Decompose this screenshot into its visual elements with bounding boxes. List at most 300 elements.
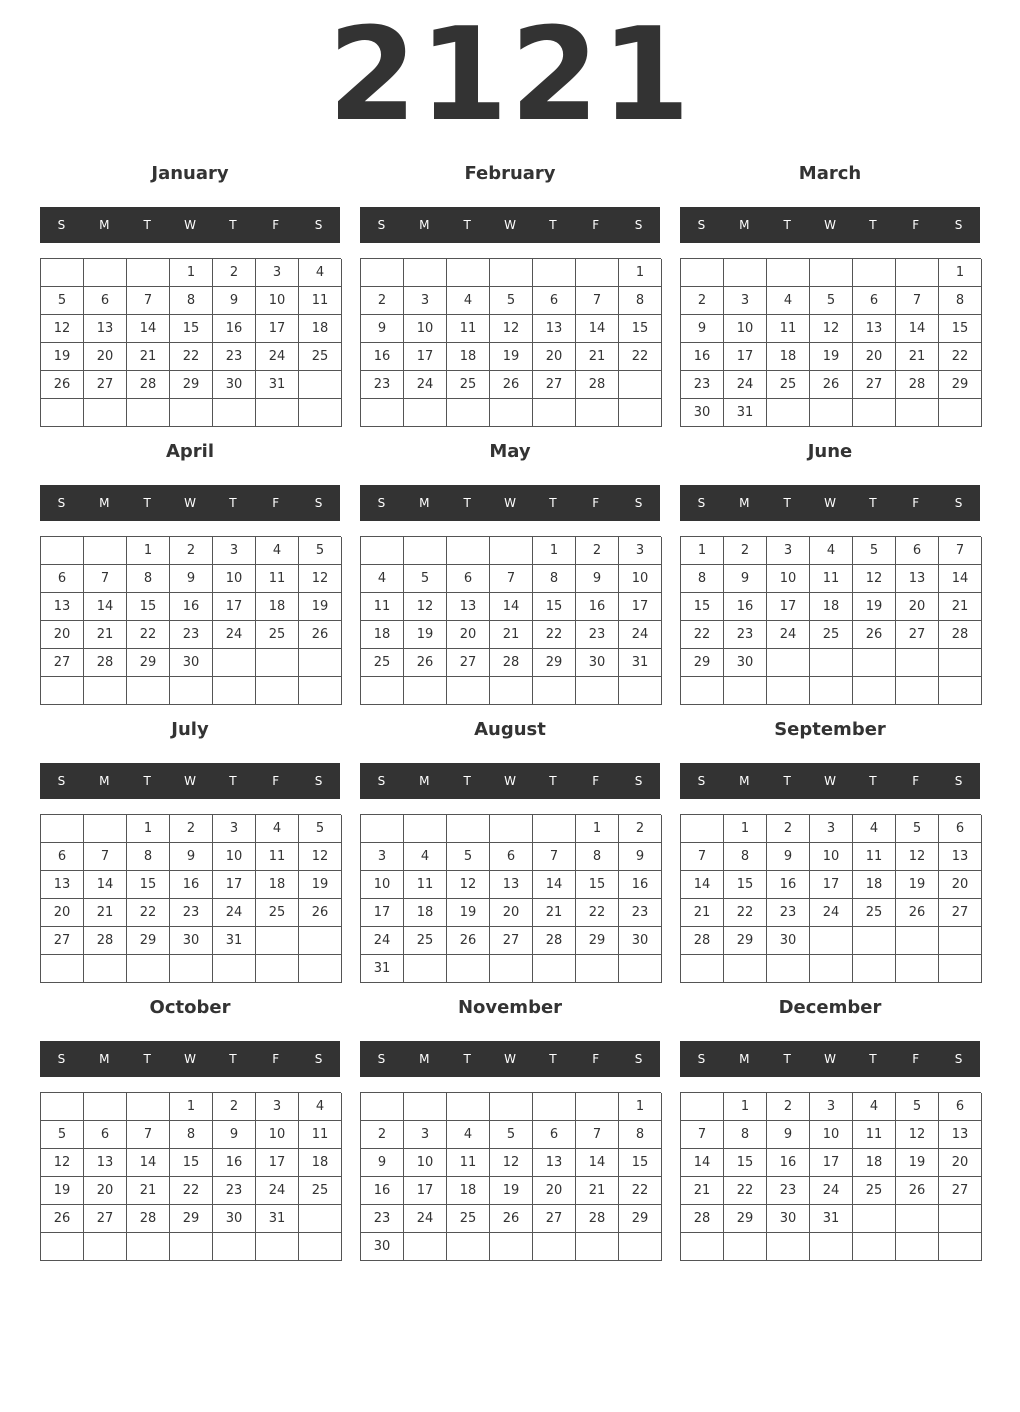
- day-cell: 7: [490, 565, 533, 593]
- day-cell: 9: [767, 1121, 810, 1149]
- day-cell: 13: [490, 871, 533, 899]
- day-cell: 12: [490, 315, 533, 343]
- empty-cell: [84, 677, 127, 705]
- day-cell: 23: [619, 899, 662, 927]
- weekday-label: T: [783, 218, 791, 232]
- weekday-label: T: [143, 774, 151, 788]
- weekday-label: T: [143, 1052, 151, 1066]
- day-cell: 7: [681, 1121, 724, 1149]
- day-cell: 10: [810, 843, 853, 871]
- empty-cell: [490, 677, 533, 705]
- day-cell: 6: [447, 565, 490, 593]
- empty-cell: [256, 955, 299, 983]
- empty-cell: [299, 649, 342, 677]
- day-cell: 31: [810, 1205, 853, 1233]
- day-cell: 13: [533, 315, 576, 343]
- empty-cell: [767, 955, 810, 983]
- weekday-label: T: [143, 496, 151, 510]
- day-cell: 8: [170, 1121, 213, 1149]
- weekday-label: S: [57, 774, 66, 788]
- day-cell: 25: [767, 371, 810, 399]
- day-cell: 13: [447, 593, 490, 621]
- day-cell: 17: [724, 343, 767, 371]
- day-cell: 17: [256, 1149, 299, 1177]
- empty-cell: [767, 399, 810, 427]
- day-cell: 15: [619, 315, 662, 343]
- day-cell: 11: [299, 1121, 342, 1149]
- month-title: March: [798, 163, 862, 184]
- day-cell: 20: [41, 621, 84, 649]
- day-cell: 20: [939, 1149, 982, 1177]
- empty-cell: [127, 955, 170, 983]
- day-cell: 22: [127, 621, 170, 649]
- day-cell: 26: [404, 649, 447, 677]
- empty-cell: [213, 399, 256, 427]
- day-cell: 31: [361, 955, 404, 983]
- month-title: September: [774, 719, 886, 740]
- day-cell: 6: [533, 287, 576, 315]
- day-cell: 24: [404, 371, 447, 399]
- day-cell: 1: [681, 537, 724, 565]
- weekday-label: M: [419, 218, 430, 232]
- day-cell: 16: [576, 593, 619, 621]
- day-cell: 7: [681, 843, 724, 871]
- day-cell: 22: [170, 343, 213, 371]
- day-cell: 24: [724, 371, 767, 399]
- empty-cell: [853, 1205, 896, 1233]
- day-cell: 9: [213, 1121, 256, 1149]
- day-cell: 16: [681, 343, 724, 371]
- month-title: August: [474, 719, 546, 740]
- day-cell: 18: [299, 1149, 342, 1177]
- weekday-label: T: [869, 774, 877, 788]
- empty-cell: [533, 1093, 576, 1121]
- weekday-label: W: [184, 218, 196, 232]
- empty-cell: [127, 1233, 170, 1261]
- day-cell: 18: [853, 871, 896, 899]
- day-cell: 21: [576, 343, 619, 371]
- empty-cell: [939, 677, 982, 705]
- day-cell: 3: [724, 287, 767, 315]
- day-cell: 17: [619, 593, 662, 621]
- day-cell: 7: [576, 287, 619, 315]
- empty-cell: [41, 537, 84, 565]
- empty-cell: [853, 649, 896, 677]
- day-cell: 24: [361, 927, 404, 955]
- weekday-label: S: [377, 496, 386, 510]
- weekday-header: [680, 1041, 980, 1077]
- day-cell: 14: [84, 871, 127, 899]
- day-cell: 29: [939, 371, 982, 399]
- day-cell: 25: [447, 1205, 490, 1233]
- weekday-label: T: [229, 774, 237, 788]
- day-cell: 6: [41, 843, 84, 871]
- weekday-header: [40, 485, 340, 521]
- empty-cell: [404, 955, 447, 983]
- day-cell: 11: [256, 843, 299, 871]
- empty-cell: [170, 955, 213, 983]
- day-cell: 15: [939, 315, 982, 343]
- day-grid: [680, 814, 981, 983]
- empty-cell: [41, 399, 84, 427]
- empty-cell: [84, 815, 127, 843]
- weekday-label: T: [549, 218, 557, 232]
- empty-cell: [490, 259, 533, 287]
- day-cell: 27: [41, 927, 84, 955]
- empty-cell: [84, 1093, 127, 1121]
- empty-cell: [127, 677, 170, 705]
- day-cell: 18: [256, 871, 299, 899]
- day-cell: 20: [84, 343, 127, 371]
- empty-cell: [939, 927, 982, 955]
- day-cell: 31: [724, 399, 767, 427]
- day-cell: 9: [681, 315, 724, 343]
- day-cell: 25: [447, 371, 490, 399]
- day-cell: 24: [404, 1205, 447, 1233]
- day-cell: 29: [127, 927, 170, 955]
- day-cell: 19: [41, 1177, 84, 1205]
- day-cell: 18: [404, 899, 447, 927]
- weekday-header: [40, 1041, 340, 1077]
- weekday-label: F: [272, 218, 280, 232]
- day-cell: 14: [490, 593, 533, 621]
- day-cell: 14: [896, 315, 939, 343]
- day-cell: 25: [853, 1177, 896, 1205]
- empty-cell: [810, 399, 853, 427]
- empty-cell: [533, 399, 576, 427]
- day-cell: 30: [767, 1205, 810, 1233]
- day-cell: 2: [170, 537, 213, 565]
- day-cell: 24: [619, 621, 662, 649]
- day-cell: 27: [84, 371, 127, 399]
- empty-cell: [170, 677, 213, 705]
- day-cell: 12: [299, 565, 342, 593]
- day-cell: 21: [939, 593, 982, 621]
- day-cell: 6: [84, 287, 127, 315]
- empty-cell: [84, 399, 127, 427]
- day-cell: 12: [447, 871, 490, 899]
- day-cell: 13: [84, 315, 127, 343]
- day-cell: 16: [767, 1149, 810, 1177]
- empty-cell: [84, 1233, 127, 1261]
- day-cell: 5: [810, 287, 853, 315]
- empty-cell: [896, 259, 939, 287]
- weekday-label: S: [314, 218, 323, 232]
- empty-cell: [724, 259, 767, 287]
- day-cell: 5: [490, 287, 533, 315]
- day-cell: 27: [84, 1205, 127, 1233]
- day-cell: 2: [213, 1093, 256, 1121]
- weekday-label: M: [739, 774, 750, 788]
- empty-cell: [127, 1093, 170, 1121]
- day-cell: 21: [127, 1177, 170, 1205]
- day-cell: 31: [213, 927, 256, 955]
- day-cell: 15: [533, 593, 576, 621]
- day-cell: 26: [447, 927, 490, 955]
- empty-cell: [896, 399, 939, 427]
- day-cell: 11: [404, 871, 447, 899]
- month-title: February: [464, 163, 556, 184]
- day-cell: 17: [767, 593, 810, 621]
- empty-cell: [404, 677, 447, 705]
- day-cell: 11: [256, 565, 299, 593]
- weekday-header: [680, 207, 980, 243]
- day-cell: 17: [213, 593, 256, 621]
- empty-cell: [681, 677, 724, 705]
- weekday-label: T: [463, 1052, 471, 1066]
- day-cell: 22: [533, 621, 576, 649]
- day-cell: 2: [361, 1121, 404, 1149]
- day-cell: 7: [127, 1121, 170, 1149]
- day-cell: 19: [853, 593, 896, 621]
- day-cell: 22: [576, 899, 619, 927]
- day-cell: 19: [447, 899, 490, 927]
- empty-cell: [576, 677, 619, 705]
- day-cell: 26: [41, 371, 84, 399]
- day-cell: 4: [447, 1121, 490, 1149]
- empty-cell: [939, 399, 982, 427]
- day-cell: 9: [361, 1149, 404, 1177]
- weekday-label: F: [592, 218, 600, 232]
- day-cell: 13: [41, 871, 84, 899]
- weekday-label: T: [783, 496, 791, 510]
- day-cell: 4: [299, 259, 342, 287]
- empty-cell: [447, 955, 490, 983]
- weekday-label: S: [697, 1052, 706, 1066]
- day-cell: 28: [896, 371, 939, 399]
- empty-cell: [404, 1093, 447, 1121]
- weekday-label: S: [634, 218, 643, 232]
- day-cell: 8: [681, 565, 724, 593]
- day-cell: 1: [619, 1093, 662, 1121]
- day-cell: 27: [853, 371, 896, 399]
- day-cell: 2: [619, 815, 662, 843]
- weekday-label: T: [463, 218, 471, 232]
- weekday-label: M: [419, 496, 430, 510]
- day-cell: 3: [767, 537, 810, 565]
- weekday-label: M: [99, 1052, 110, 1066]
- day-cell: 3: [256, 259, 299, 287]
- day-cell: 19: [299, 593, 342, 621]
- day-cell: 22: [724, 1177, 767, 1205]
- day-cell: 14: [939, 565, 982, 593]
- day-cell: 16: [213, 315, 256, 343]
- empty-cell: [256, 649, 299, 677]
- empty-cell: [853, 399, 896, 427]
- day-grid: [360, 814, 661, 983]
- day-grid: [360, 536, 661, 705]
- day-cell: 4: [853, 815, 896, 843]
- weekday-label: S: [57, 496, 66, 510]
- day-cell: 12: [810, 315, 853, 343]
- weekday-label: S: [314, 774, 323, 788]
- day-cell: 29: [724, 927, 767, 955]
- day-cell: 28: [533, 927, 576, 955]
- day-cell: 22: [681, 621, 724, 649]
- day-cell: 17: [256, 315, 299, 343]
- day-cell: 4: [361, 565, 404, 593]
- empty-cell: [853, 955, 896, 983]
- weekday-label: S: [57, 218, 66, 232]
- weekday-label: T: [463, 774, 471, 788]
- weekday-label: S: [954, 1052, 963, 1066]
- empty-cell: [576, 1093, 619, 1121]
- day-cell: 9: [361, 315, 404, 343]
- day-cell: 23: [170, 899, 213, 927]
- empty-cell: [619, 399, 662, 427]
- day-cell: 4: [299, 1093, 342, 1121]
- weekday-label: W: [504, 218, 516, 232]
- day-cell: 5: [853, 537, 896, 565]
- empty-cell: [41, 677, 84, 705]
- empty-cell: [767, 1233, 810, 1261]
- empty-cell: [939, 955, 982, 983]
- day-cell: 26: [853, 621, 896, 649]
- day-grid: [40, 258, 341, 427]
- empty-cell: [299, 955, 342, 983]
- day-cell: 30: [576, 649, 619, 677]
- day-cell: 20: [533, 343, 576, 371]
- weekday-label: F: [592, 1052, 600, 1066]
- weekday-label: F: [272, 1052, 280, 1066]
- day-cell: 2: [767, 1093, 810, 1121]
- weekday-label: T: [549, 496, 557, 510]
- day-grid: [40, 536, 341, 705]
- day-cell: 10: [404, 1149, 447, 1177]
- day-cell: 2: [767, 815, 810, 843]
- empty-cell: [533, 1233, 576, 1261]
- day-cell: 19: [810, 343, 853, 371]
- empty-cell: [447, 399, 490, 427]
- day-cell: 2: [576, 537, 619, 565]
- day-cell: 8: [127, 843, 170, 871]
- day-cell: 29: [533, 649, 576, 677]
- day-cell: 15: [127, 871, 170, 899]
- empty-cell: [576, 399, 619, 427]
- day-cell: 21: [127, 343, 170, 371]
- day-cell: 11: [853, 843, 896, 871]
- day-cell: 20: [896, 593, 939, 621]
- empty-cell: [404, 815, 447, 843]
- weekday-label: W: [504, 496, 516, 510]
- empty-cell: [299, 1205, 342, 1233]
- day-cell: 21: [576, 1177, 619, 1205]
- day-cell: 25: [404, 927, 447, 955]
- day-cell: 19: [490, 343, 533, 371]
- day-cell: 7: [533, 843, 576, 871]
- day-cell: 5: [41, 1121, 84, 1149]
- weekday-label: T: [549, 1052, 557, 1066]
- weekday-label: T: [463, 496, 471, 510]
- empty-cell: [299, 399, 342, 427]
- day-cell: 9: [170, 843, 213, 871]
- day-cell: 4: [447, 287, 490, 315]
- weekday-label: M: [99, 496, 110, 510]
- day-cell: 29: [170, 1205, 213, 1233]
- empty-cell: [447, 1093, 490, 1121]
- day-cell: 23: [213, 1177, 256, 1205]
- day-cell: 12: [896, 1121, 939, 1149]
- empty-cell: [619, 677, 662, 705]
- day-cell: 6: [41, 565, 84, 593]
- day-cell: 14: [681, 1149, 724, 1177]
- day-cell: 31: [256, 1205, 299, 1233]
- day-cell: 9: [767, 843, 810, 871]
- empty-cell: [681, 259, 724, 287]
- day-cell: 29: [724, 1205, 767, 1233]
- day-cell: 3: [256, 1093, 299, 1121]
- day-cell: 15: [724, 1149, 767, 1177]
- empty-cell: [170, 1233, 213, 1261]
- day-cell: 24: [213, 899, 256, 927]
- day-cell: 25: [256, 899, 299, 927]
- empty-cell: [404, 1233, 447, 1261]
- weekday-label: S: [634, 496, 643, 510]
- weekday-label: S: [57, 1052, 66, 1066]
- day-cell: 14: [576, 1149, 619, 1177]
- day-cell: 26: [490, 371, 533, 399]
- weekday-label: M: [739, 218, 750, 232]
- day-cell: 16: [361, 1177, 404, 1205]
- day-cell: 21: [84, 899, 127, 927]
- weekday-label: S: [697, 218, 706, 232]
- day-cell: 19: [896, 1149, 939, 1177]
- day-cell: 27: [490, 927, 533, 955]
- day-cell: 21: [490, 621, 533, 649]
- day-cell: 6: [84, 1121, 127, 1149]
- empty-cell: [447, 1233, 490, 1261]
- day-cell: 28: [576, 1205, 619, 1233]
- empty-cell: [213, 955, 256, 983]
- weekday-label: T: [229, 1052, 237, 1066]
- day-cell: 26: [896, 899, 939, 927]
- day-cell: 12: [490, 1149, 533, 1177]
- day-cell: 16: [170, 871, 213, 899]
- day-cell: 13: [41, 593, 84, 621]
- weekday-label: T: [229, 496, 237, 510]
- weekday-header: [360, 207, 660, 243]
- weekday-label: W: [824, 1052, 836, 1066]
- day-cell: 6: [533, 1121, 576, 1149]
- empty-cell: [681, 1093, 724, 1121]
- empty-cell: [681, 1233, 724, 1261]
- day-cell: 7: [896, 287, 939, 315]
- day-cell: 19: [896, 871, 939, 899]
- empty-cell: [939, 1205, 982, 1233]
- day-cell: 28: [84, 927, 127, 955]
- empty-cell: [490, 955, 533, 983]
- day-cell: 16: [767, 871, 810, 899]
- empty-cell: [619, 955, 662, 983]
- day-cell: 16: [619, 871, 662, 899]
- weekday-header: [360, 485, 660, 521]
- weekday-label: F: [912, 1052, 920, 1066]
- empty-cell: [576, 259, 619, 287]
- weekday-label: M: [99, 774, 110, 788]
- day-cell: 13: [939, 1121, 982, 1149]
- day-cell: 1: [619, 259, 662, 287]
- day-cell: 1: [724, 815, 767, 843]
- empty-cell: [361, 537, 404, 565]
- day-cell: 10: [724, 315, 767, 343]
- empty-cell: [41, 1233, 84, 1261]
- empty-cell: [939, 649, 982, 677]
- weekday-label: T: [229, 218, 237, 232]
- day-cell: 31: [256, 371, 299, 399]
- empty-cell: [810, 677, 853, 705]
- day-cell: 23: [767, 1177, 810, 1205]
- day-cell: 19: [404, 621, 447, 649]
